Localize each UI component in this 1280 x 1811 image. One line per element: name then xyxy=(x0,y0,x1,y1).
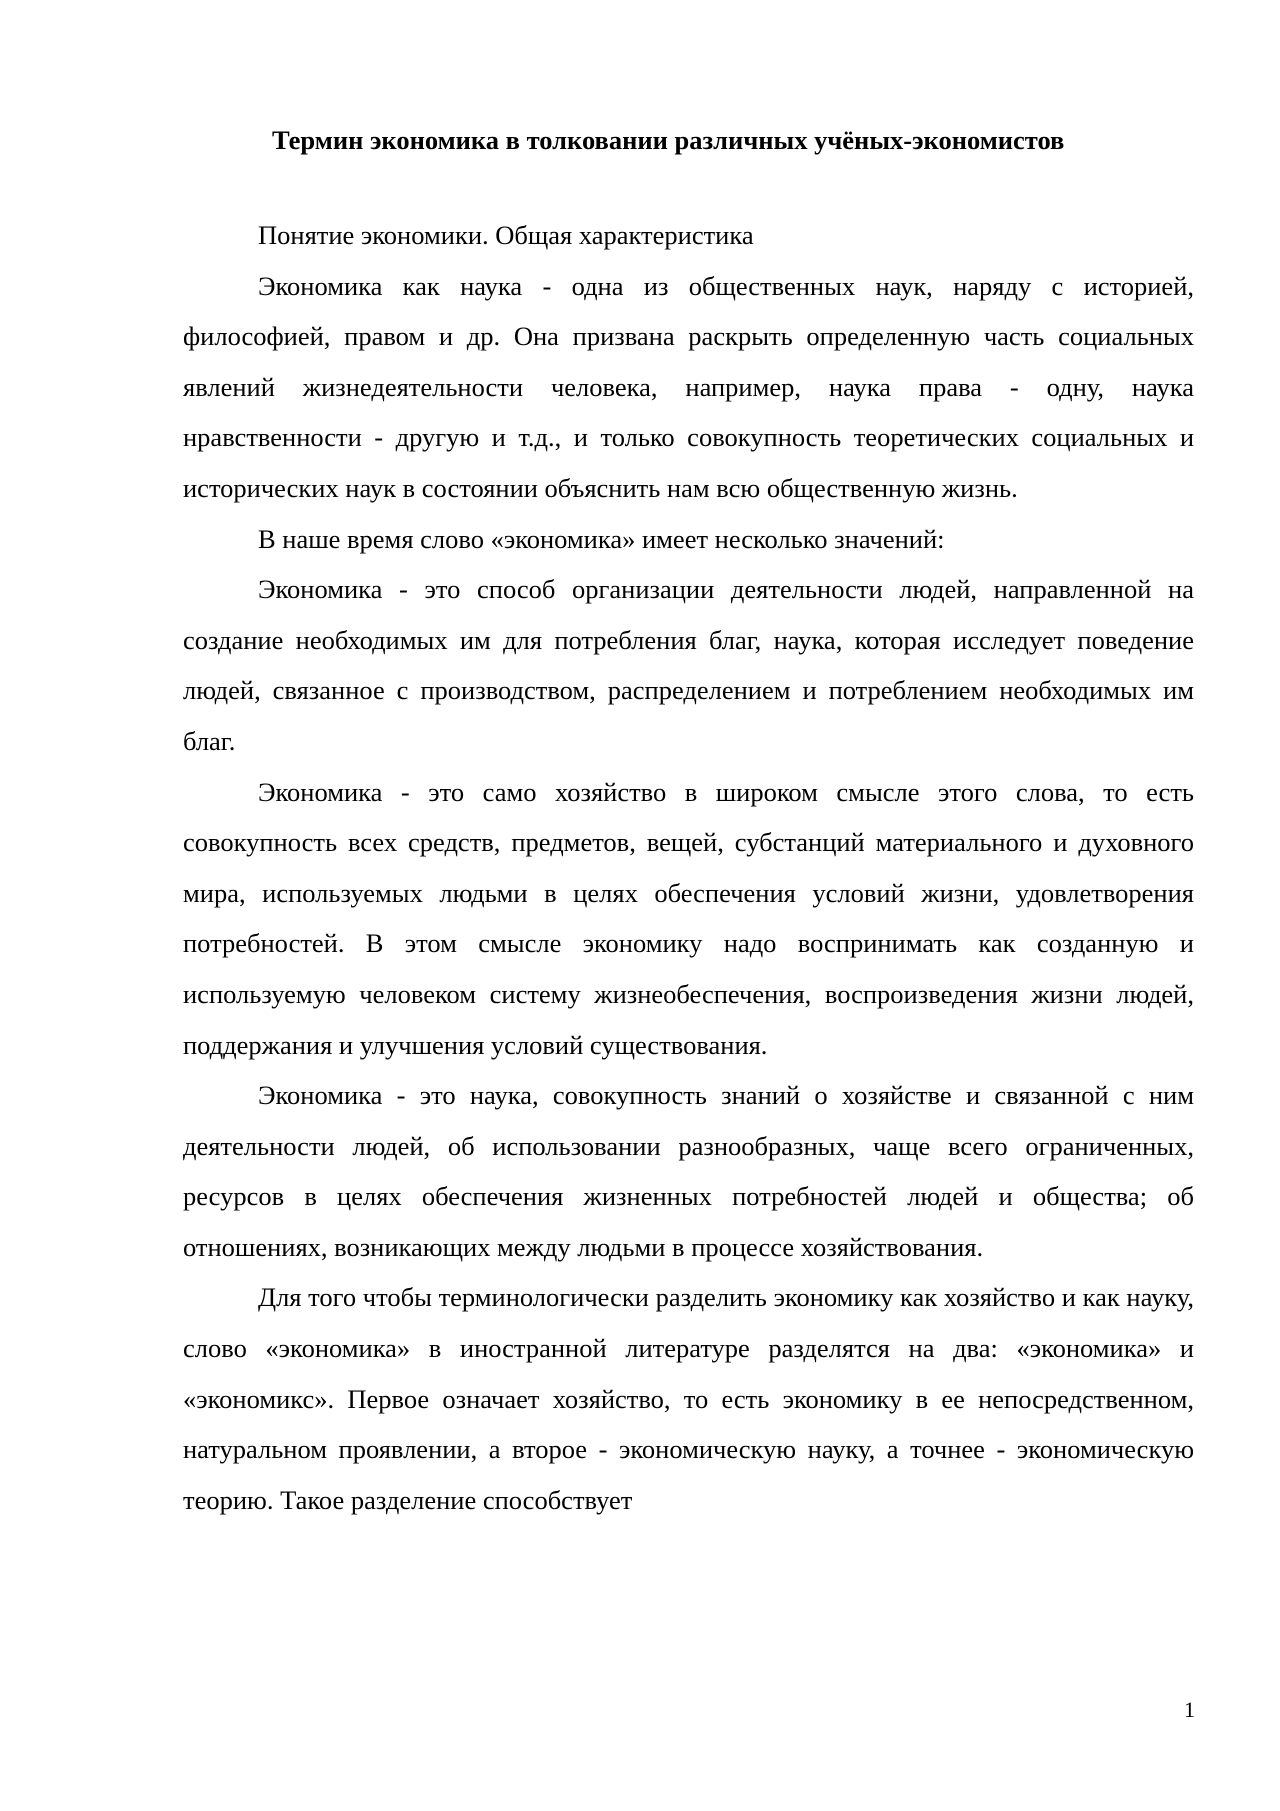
section-heading: Понятие экономики. Общая характеристика xyxy=(258,220,754,250)
page-number: 1 xyxy=(1184,1697,1195,1722)
paragraph: Для того чтобы терминологически разделить экономику как хозяйство и как науку, слово «экономика» в иностранной литературе разделятся на два: «экономика» и «экономикс». Первое означает хозяйство, то есть экономику в ее непосредственном, натуральном проявлении, а второе - экономическую науку, а точнее - экономическую теорию. Такое разделение способствует xyxy=(183,1282,1194,1515)
paragraph: Экономика - это способ организации деятельности людей, направленной на создание необходимых им для потребления благ, наука, которая исследует поведение людей, связанное с производством, распределением и потреблением необходимых им благ. xyxy=(183,574,1194,756)
document-body xyxy=(183,210,1194,1525)
paragraph: Экономика как наука - одна из общественных наук, наряду с историей, философией, правом и др. Она призвана раскрыть определенную часть социальных явлений жизнедеятельности человека, например, наука права - одну, наука нравственности - другую и т.д., и только совокупность теоретических социальных и исторических наук в состоянии объяснить нам всю общественную жизнь. xyxy=(183,270,1194,503)
paragraph: Экономика - это само хозяйство в широком смысле этого слова, то есть совокупность всех средств, предметов, вещей, субстанций материального и духовного мира, используемых людьми в целях обеспечения условий жизни, удовлетворения потребностей. В этом смысле экономику надо воспринимать как созданную и используемую человеком систему жизнеобеспечения, воспроизведения жизни людей, поддержания и улучшения условий существования. xyxy=(183,776,1194,1060)
paragraph: Экономика - это наука, совокупность знаний о хозяйстве и связанной с ним деятельности людей, об использовании разнообразных, чаще всего ограниченных, ресурсов в целях обеспечения жизненных потребностей людей и общества; об отношениях, возникающих между людьми в процессе хозяйствования. xyxy=(183,1080,1194,1262)
paragraph: В наше время слово «экономика» имеет несколько значений: xyxy=(258,523,945,554)
document-title: Термин экономика в толковании различных учёных-экономистов xyxy=(272,125,1065,155)
